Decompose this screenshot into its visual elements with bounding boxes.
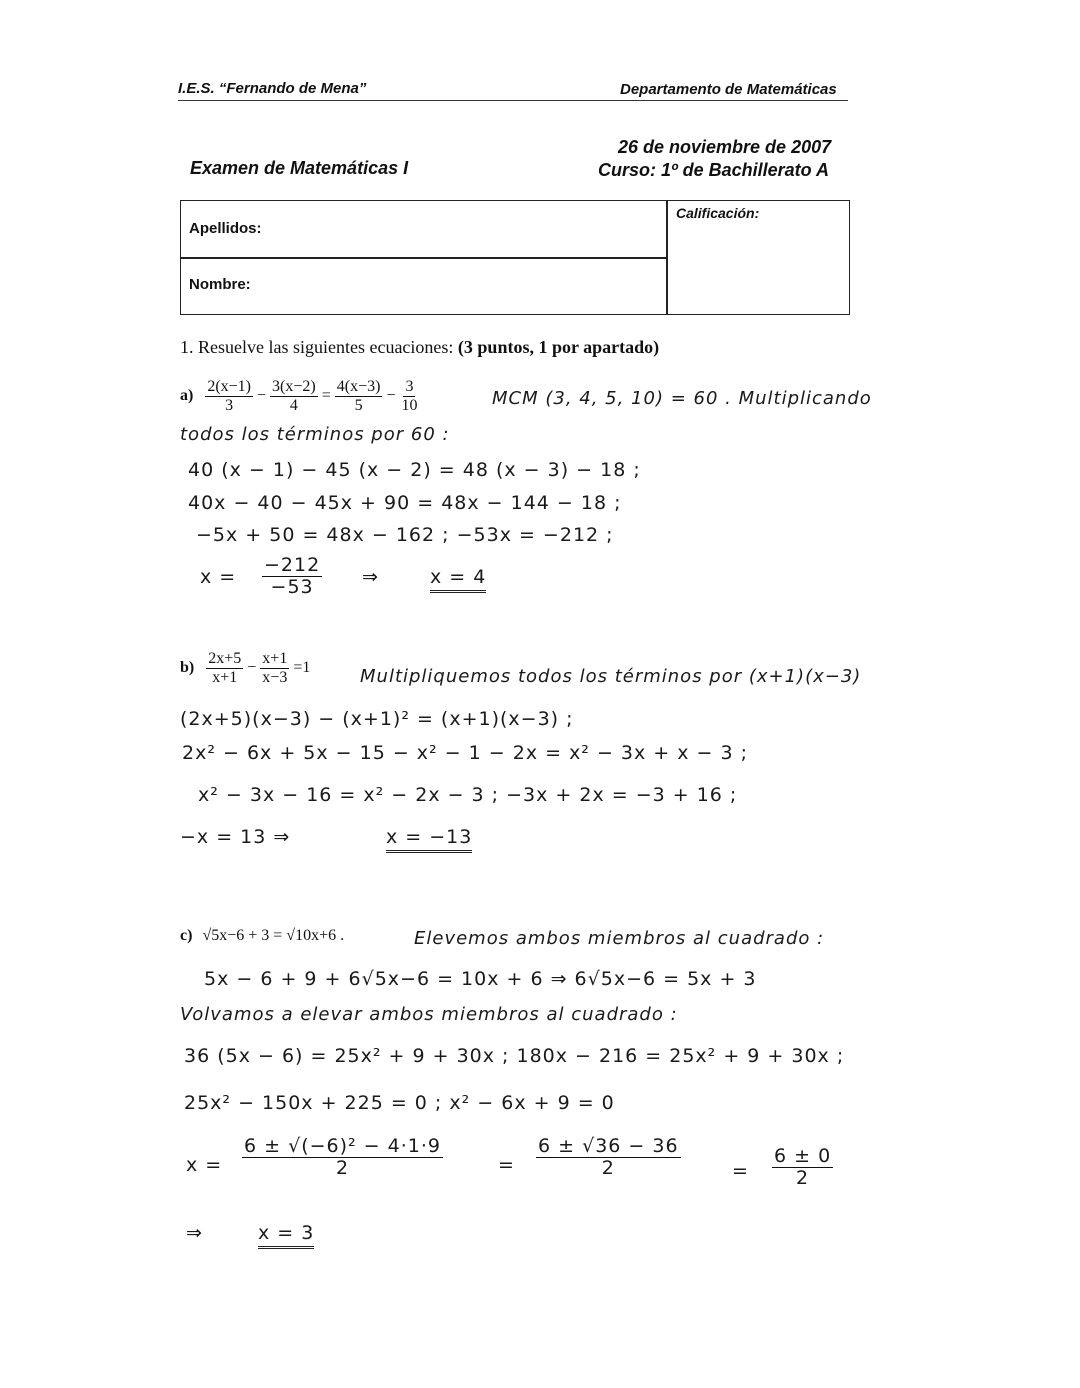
part-c-line4: 25x² − 150x + 225 = 0 ; x² − 6x + 9 = 0 [184, 1092, 615, 1114]
part-a-frac-den: −53 [270, 575, 314, 598]
header-divider [178, 100, 848, 101]
frac-b1 [206, 650, 243, 686]
frac-a3-den: 5 [354, 396, 363, 414]
apellidos-label: Apellidos: [189, 220, 262, 237]
department-name: Departamento de Matemáticas [620, 81, 837, 98]
part-c-letter: c) [180, 927, 193, 944]
frac-a3-num: 4(x−3) [336, 378, 381, 395]
rhs-b: =1 [293, 658, 311, 676]
part-c-eq2: = [732, 1160, 749, 1182]
part-a-note2: todos los términos por 60 : [180, 424, 450, 445]
part-c-frac3-num: 6 ± 0 [774, 1145, 832, 1167]
part-b-line4: −x = 13 ⇒ [180, 826, 291, 848]
implies-arrow-c: ⇒ [186, 1222, 203, 1244]
part-a-letter: a) [180, 386, 194, 404]
part-c-frac1-num: 6 ± √(−6)² − 4·1·9 [244, 1135, 441, 1157]
part-b-equation [180, 650, 310, 686]
part-a-line3: −5x + 50 = 48x − 162 ; −53x = −212 ; [196, 524, 614, 546]
frac-a2-den: 4 [289, 396, 298, 414]
frac-a2-num: 3(x−2) [272, 378, 316, 395]
part-a-result: x = 4 [430, 566, 486, 593]
frac-a4 [399, 378, 419, 414]
part-b-line1: (2x+5)(x−3) − (x+1)² = (x+1)(x−3) ; [180, 708, 574, 730]
part-a-x-eq: x = [200, 566, 237, 588]
frac-a3 [335, 378, 383, 414]
exercise-statement [180, 337, 659, 358]
nombre-label: Nombre: [189, 276, 251, 293]
nombre-box [180, 257, 668, 315]
part-b-note: Multipliquemos todos los términos por (x+1)(x−3) [360, 666, 862, 687]
part-c-frac3-den: 2 [796, 1166, 810, 1189]
frac-a4-num: 3 [405, 378, 414, 395]
part-c-frac3 [772, 1146, 833, 1189]
part-b-result: x = −13 [386, 826, 472, 853]
op-a2: − [386, 386, 396, 404]
part-a-line2: 40x − 40 − 45x + 90 = 48x − 144 − 18 ; [188, 492, 622, 514]
part-b-line2: 2x² − 6x + 5x − 15 − x² − 1 − 2x = x² − 3x + x − 3 ; [182, 742, 749, 764]
part-c-equation [180, 927, 344, 945]
frac-b1-num: 2x+5 [208, 650, 242, 667]
part-a-line1: 40 (x − 1) − 45 (x − 2) = 48 (x − 3) − 18 ; [188, 459, 641, 481]
course-label: Curso: 1º de Bachillerato A [598, 160, 829, 180]
part-c-line3: 36 (5x − 6) = 25x² + 9 + 30x ; 180x − 216 = 25x² + 9 + 30x ; [184, 1045, 845, 1067]
implies-arrow-a: ⇒ [362, 566, 379, 588]
part-c-line2: Volvamos a elevar ambos miembros al cuadrado : [180, 1004, 678, 1025]
part-c-frac2-den: 2 [601, 1156, 615, 1179]
part-c-eq-text: √5x−6 + 3 = √10x+6 . [202, 927, 345, 944]
part-b-line3: x² − 3x − 16 = x² − 2x − 3 ; −3x + 2x = −3 + 16 ; [198, 784, 738, 806]
statement-text: 1. Resuelve las siguientes ecuaciones: [180, 337, 458, 357]
school-name: I.E.S. “Fernando de Mena” [178, 80, 367, 97]
frac-a2 [270, 378, 318, 414]
part-a-note1: MCM (3, 4, 5, 10) = 60 . Multiplicando [492, 388, 872, 409]
part-c-eq1: = [498, 1154, 515, 1176]
part-c-frac2 [536, 1136, 681, 1179]
frac-b1-den: x+1 [212, 668, 238, 686]
eq-a: = [321, 386, 331, 404]
exam-title: Examen de Matemáticas I [190, 158, 409, 178]
points-text: (3 puntos, 1 por apartado) [457, 337, 660, 357]
part-c-frac1-den: 2 [335, 1156, 350, 1179]
part-a-final-frac [262, 555, 322, 598]
frac-a4-den: 10 [401, 396, 418, 414]
op-a1: − [257, 386, 267, 404]
part-c-frac2-num: 6 ± √36 − 36 [538, 1135, 679, 1157]
op-b: − [247, 658, 257, 676]
frac-a1 [205, 378, 253, 414]
part-c-x-eq: x = [186, 1154, 223, 1176]
frac-b2-num: x+1 [262, 650, 288, 667]
part-c-line1: 5x − 6 + 9 + 6√5x−6 = 10x + 6 ⇒ 6√5x−6 = 5x + 3 [204, 968, 757, 990]
frac-b2-den: x−3 [262, 668, 288, 686]
part-c-note: Elevemos ambos miembros al cuadrado : [414, 928, 825, 949]
calificacion-label: Calificación: [676, 205, 760, 221]
part-c-frac1 [242, 1136, 443, 1179]
exam-date: 26 de noviembre de 2007 [618, 137, 832, 157]
frac-a1-num: 2(x−1) [207, 378, 252, 395]
part-a-frac-num: −212 [264, 554, 321, 576]
part-c-result: x = 3 [258, 1222, 314, 1249]
frac-b2 [260, 650, 289, 686]
frac-a1-den: 3 [225, 396, 234, 414]
part-a-equation [180, 378, 419, 414]
part-b-letter: b) [180, 658, 195, 676]
